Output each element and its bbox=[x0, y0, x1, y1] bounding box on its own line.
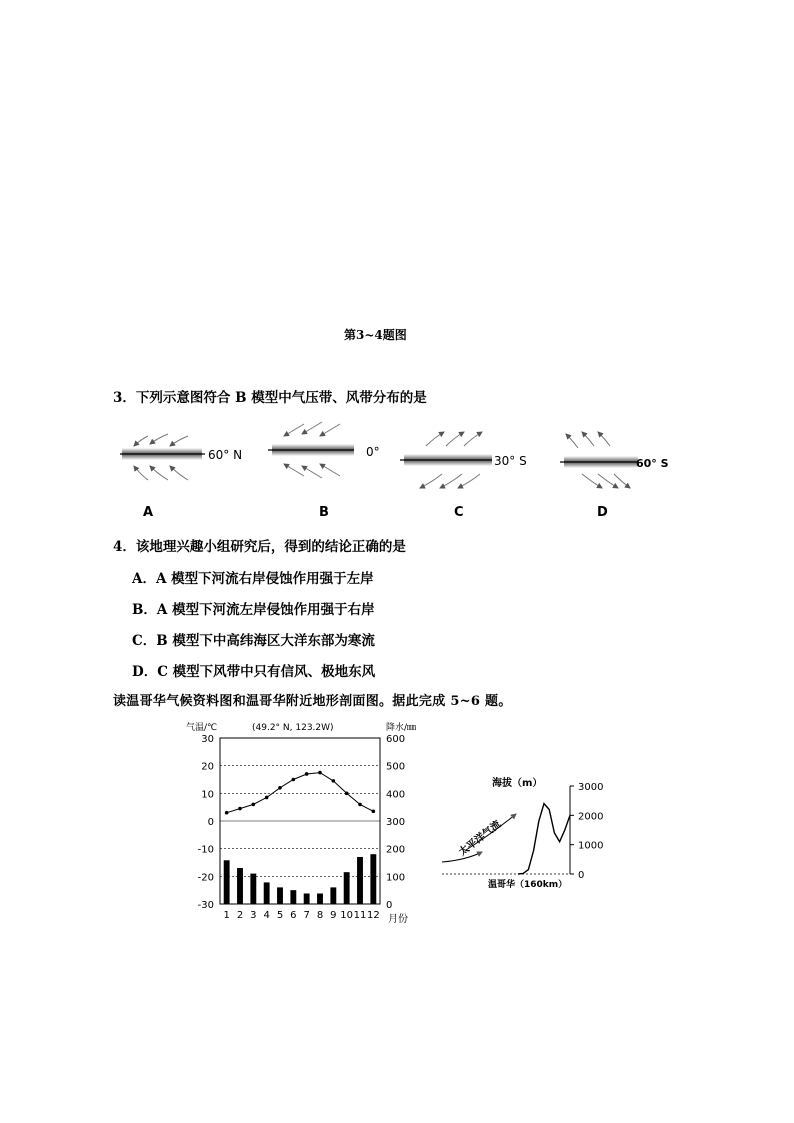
temperature-point bbox=[238, 807, 242, 811]
temperature-line bbox=[227, 773, 374, 813]
elevation-tick-label: 0 bbox=[578, 870, 585, 881]
month-tick-label: 7 bbox=[303, 910, 310, 921]
temperature-point bbox=[318, 771, 322, 775]
precip-bar bbox=[277, 887, 283, 904]
diagram-d-lat: 60° S bbox=[636, 457, 669, 470]
month-tick-label: 12 bbox=[366, 910, 380, 921]
precip-tick-label: 0 bbox=[386, 900, 393, 911]
month-tick-label: 5 bbox=[276, 910, 284, 921]
precip-tick-label: 600 bbox=[386, 734, 406, 745]
figure-caption: 第3~4题图 bbox=[344, 328, 407, 342]
month-axis-label: 月份 bbox=[388, 914, 408, 925]
q4-option-d: D．C 模型下风带中只有信风、极地东风 bbox=[132, 664, 376, 680]
month-tick-label: 9 bbox=[330, 910, 337, 921]
q4-option-c: C．B 模型下中高纬海区大洋东部为寒流 bbox=[132, 633, 375, 649]
temp-tick-label: -10 bbox=[197, 844, 214, 856]
month-tick-label: 11 bbox=[353, 910, 367, 921]
temp-tick-label: 30 bbox=[201, 734, 214, 745]
airflow-label: 太平洋气流 bbox=[457, 818, 504, 859]
month-tick-label: 1 bbox=[223, 910, 230, 921]
precip-tick-label: 500 bbox=[386, 761, 406, 773]
precip-bar bbox=[264, 882, 270, 904]
month-tick-label: 10 bbox=[340, 910, 354, 921]
vancouver-climate-chart bbox=[180, 716, 430, 931]
temperature-point bbox=[345, 792, 349, 796]
terrain-profile-chart bbox=[436, 770, 616, 890]
question-4-stem: 4．该地理兴趣小组研究后，得到的结论正确的是 bbox=[113, 539, 406, 555]
climate-chart-title: (49.2° N, 123.2W) bbox=[252, 723, 334, 733]
temperature-point bbox=[252, 803, 256, 807]
temperature-point bbox=[358, 803, 362, 807]
diagram-d-letter: D bbox=[597, 505, 608, 520]
temp-tick-label: -30 bbox=[197, 900, 214, 911]
month-tick-label: 8 bbox=[316, 910, 324, 921]
temperature-point bbox=[332, 779, 336, 783]
precip-axis-label: 降水/㎜ bbox=[386, 723, 417, 733]
temp-tick-label: 0 bbox=[207, 817, 214, 828]
diagram-d bbox=[560, 432, 669, 520]
diagram-b bbox=[268, 422, 380, 520]
temperature-point bbox=[278, 786, 282, 790]
month-tick-label: 2 bbox=[236, 910, 244, 921]
diagram-a-lat: 60° N bbox=[208, 448, 243, 462]
precip-bar bbox=[357, 857, 363, 904]
pressure-belt-diagrams bbox=[100, 418, 700, 528]
precip-tick-label: 100 bbox=[386, 872, 406, 884]
month-tick-label: 6 bbox=[290, 910, 297, 921]
month-tick-label: 4 bbox=[263, 910, 270, 921]
diagram-c-lat: 30° S bbox=[494, 454, 527, 468]
vancouver-distance-label: 温哥华（160km） bbox=[488, 880, 568, 890]
q4-option-b: B．A 模型下河流左岸侵蚀作用强于右岸 bbox=[132, 602, 375, 618]
diagram-c bbox=[400, 432, 527, 520]
temperature-point bbox=[225, 811, 229, 815]
precip-tick-label: 400 bbox=[386, 789, 406, 801]
elevation-tick-label: 1000 bbox=[578, 840, 604, 852]
diagram-b-letter: B bbox=[319, 505, 329, 520]
diagram-a-letter: A bbox=[143, 505, 154, 520]
month-tick-label: 3 bbox=[250, 910, 257, 921]
question-3-stem: 3．下列示意图符合 B 模型中气压带、风带分布的是 bbox=[113, 390, 427, 406]
q4-option-a: A．A 模型下河流右岸侵蚀作用强于左岸 bbox=[132, 571, 374, 587]
temp-tick-label: 20 bbox=[201, 761, 214, 773]
precip-bar bbox=[304, 893, 310, 904]
temperature-point bbox=[265, 796, 269, 800]
precip-tick-label: 200 bbox=[386, 844, 406, 856]
temp-tick-label: 10 bbox=[201, 789, 214, 801]
diagram-a bbox=[120, 434, 242, 520]
precip-bar bbox=[224, 860, 230, 904]
precip-bar bbox=[317, 893, 323, 904]
precip-bar bbox=[250, 874, 256, 904]
temperature-point bbox=[372, 810, 376, 814]
elevation-axis-title: 海拔（m） bbox=[492, 778, 543, 789]
precip-bar bbox=[344, 872, 350, 904]
temp-axis-label: 气温/℃ bbox=[186, 723, 218, 733]
precip-bar bbox=[290, 890, 296, 904]
diagram-b-lat: 0° bbox=[366, 445, 380, 459]
temperature-point bbox=[292, 778, 296, 782]
precip-bar bbox=[370, 854, 376, 904]
diagram-c-letter: C bbox=[454, 505, 464, 520]
precip-bar bbox=[237, 868, 243, 904]
temperature-point bbox=[305, 772, 309, 776]
terrain-profile-line bbox=[518, 804, 570, 874]
elevation-tick-label: 2000 bbox=[578, 811, 604, 823]
temp-tick-label: -20 bbox=[197, 872, 214, 884]
intro-questions-5-6: 读温哥华气候资料图和温哥华附近地形剖面图。据此完成 5~6 题。 bbox=[113, 694, 512, 709]
precip-bar bbox=[330, 887, 336, 904]
precip-tick-label: 300 bbox=[386, 817, 406, 828]
elevation-tick-label: 3000 bbox=[578, 782, 604, 793]
